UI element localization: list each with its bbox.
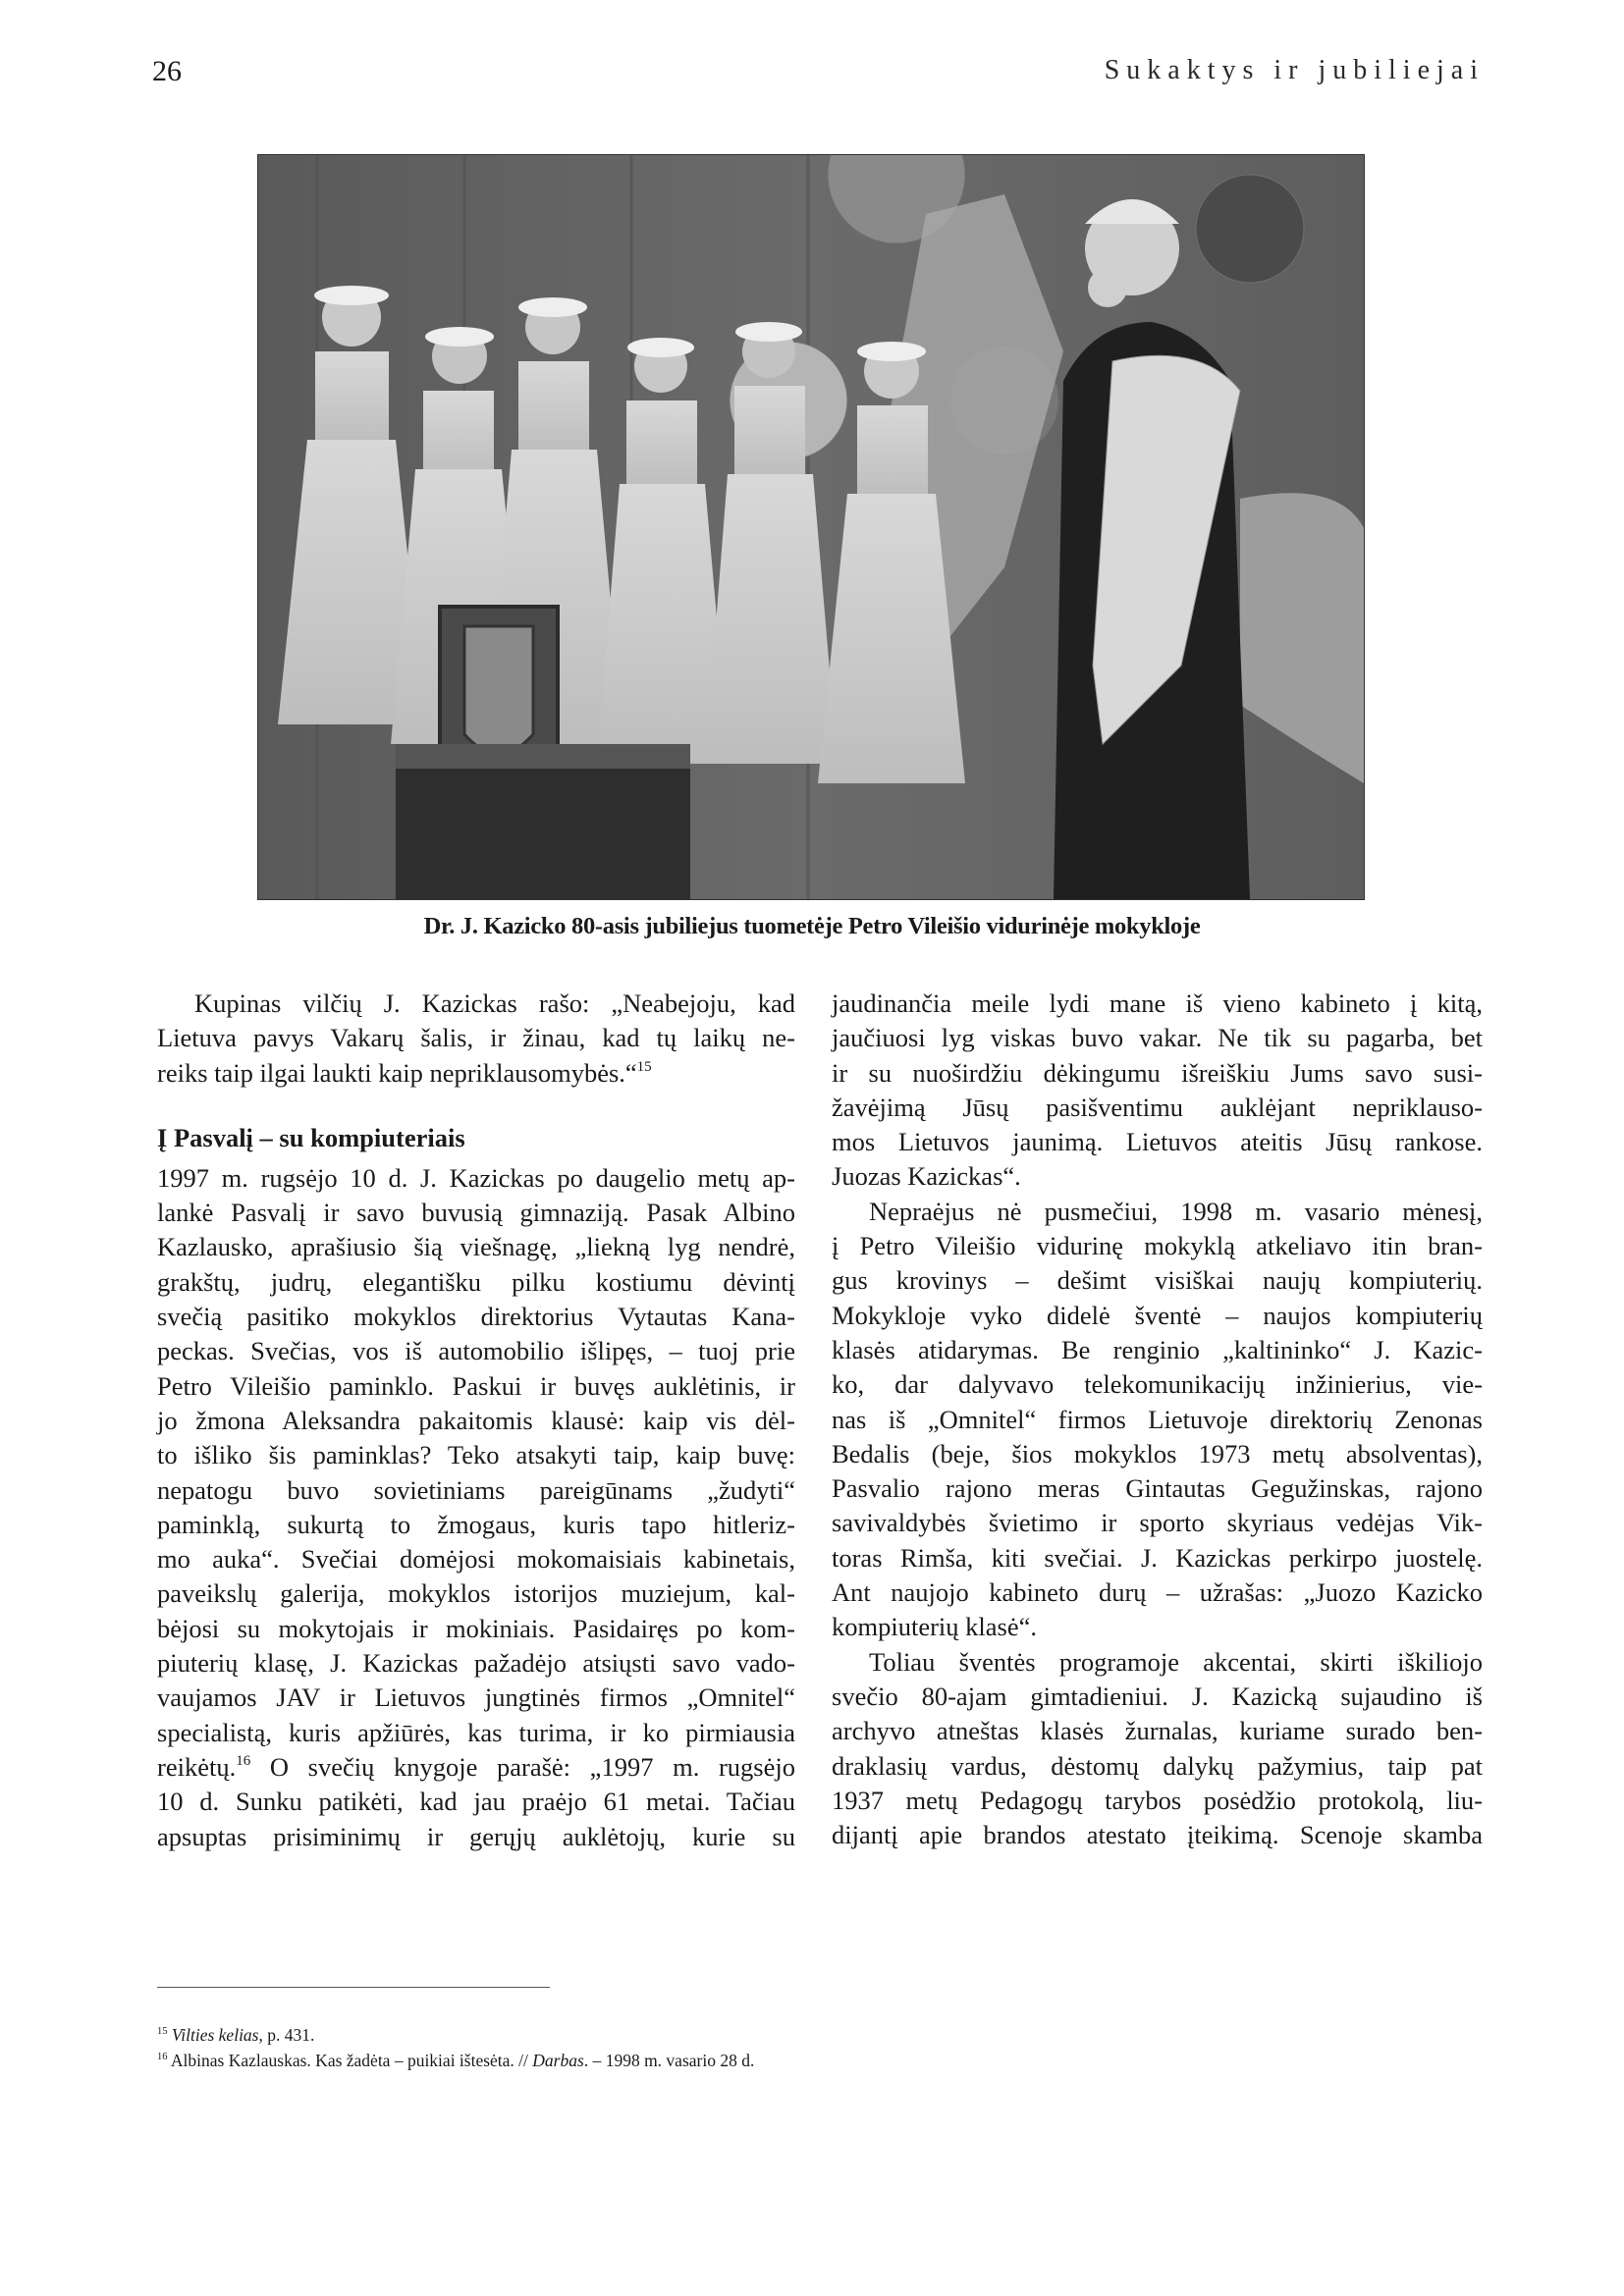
text-line: Pasvalio rajono meras Gintautas Gegužinskas, rajono xyxy=(832,1473,1483,1504)
text-line: piuterių klasę, J. Kazickas pažadėjo atsiųsti savo vado- xyxy=(157,1648,795,1679)
text-line xyxy=(157,1750,795,1785)
text-line: toras Rimša, kiti svečiai. J. Kazickas perkirpo juostelę. xyxy=(832,1542,1483,1573)
text-line: Mokykloje vyko didelė šventė – naujos kompiuterių xyxy=(832,1300,1483,1330)
text-line: bėjosi su mokytojais ir mokiniais. Pasidairęs po kom- xyxy=(157,1613,795,1643)
page-number: 26 xyxy=(152,55,182,87)
text-line: jo žmona Aleksandra pakaitomis klausė: kaip vis dėl- xyxy=(157,1405,795,1435)
text-line: specialistą, kuris apžiūrės, kas turima, ir ko pirmiausia xyxy=(157,1717,795,1747)
text-fragment: reiks taip ilgai laukti kaip nepriklausomybės.“ xyxy=(157,1057,637,1088)
footnote-divider xyxy=(157,1987,550,1988)
text-fragment: O svečių knygoje parašė: „1997 m. rugsėjo xyxy=(250,1751,795,1782)
footnote-source-title: Darbas xyxy=(532,2051,584,2070)
text-line: lankė Pasvalį ir savo buvusią gimnaziją. Pasak Albino xyxy=(157,1198,795,1228)
text-line: ir su nuoširdžiu dėkingumu išreiškiu Jums savo susi- xyxy=(832,1057,1483,1088)
text-line: mo auka“. Svečiai domėjosi mokomaisiais kabinetais, xyxy=(157,1544,795,1575)
text-line: Ant naujojo kabineto durų – užrašas: „Juozo Kazicko xyxy=(832,1577,1483,1608)
footnote-ref-16[interactable]: 16 xyxy=(236,1752,251,1769)
section-heading: Į Pasvalį – su kompiuteriais xyxy=(157,1122,465,1152)
text-line: draklasių vardus, dėstomų dalykų pažymius, taip pat xyxy=(832,1750,1483,1781)
figure-photo xyxy=(257,154,1365,900)
text-line: Juozas Kazickas“. xyxy=(832,1161,1021,1192)
footnote-text: , p. 431. xyxy=(258,2025,315,2045)
text-line: žavėjimą Jūsų pasišventimu auklėjant nepriklauso- xyxy=(832,1092,1483,1122)
text-line: Kupinas vilčių J. Kazickas rašo: „Neabejoju, kad xyxy=(194,988,795,1018)
running-title: Sukaktys ir jubiliejai xyxy=(1104,55,1485,85)
figure-caption: Dr. J. Kazicko 80-asis jubiliejus tuometėje Petro Vileišio vidurinėje mokykloje xyxy=(423,913,1201,939)
text-fragment: reikėtų. xyxy=(157,1751,237,1782)
footnote-source-title: Vilties kelias xyxy=(171,2025,259,2045)
text-line: paminklą, sukurtą to žmogaus, kuris tapo hitleriz- xyxy=(157,1509,795,1539)
text-line: Kazlausko, aprašiusio šią viešnagę, „liekną lyg nendrė, xyxy=(157,1232,795,1262)
text-line: savivaldybės švietimo ir sporto skyriaus vedėjas Vik- xyxy=(832,1508,1483,1538)
text-line: nepatogu buvo sovietiniams pareigūnams „žudyti“ xyxy=(157,1474,795,1505)
footnote-text: . – 1998 m. vasario 28 d. xyxy=(583,2051,755,2070)
photo-illustration xyxy=(258,155,1364,899)
footnote-number: 15 xyxy=(157,2026,168,2037)
text-line: vaujamos JAV ir Lietuvos jungtinės firmos „Omnitel“ xyxy=(157,1682,795,1713)
text-line: nas iš „Omnitel“ firmos Lietuvoje direktorių Zenonas xyxy=(832,1404,1483,1434)
text-line: jaučiuosi lyg viskas buvo vakar. Ne tik su pagarba, bet xyxy=(832,1023,1483,1053)
text-line: 1997 m. rugsėjo 10 d. J. Kazickas po daugelio metų ap- xyxy=(157,1162,795,1193)
left-column xyxy=(157,987,795,1854)
text-line: kompiuterių klasė“. xyxy=(832,1612,1037,1642)
text-line: Toliau šventės programoje akcentai, skirti iškiliojo xyxy=(869,1646,1483,1677)
text-line: Lietuva pavys Vakarų šalis, ir žinau, kad tų laikų ne- xyxy=(157,1023,795,1053)
text-line: klasės atidarymas. Be renginio „kaltininko“ J. Kazic- xyxy=(832,1334,1483,1364)
text-line: paveikslų galerija, mokyklos istorijos muziejum, kal- xyxy=(157,1578,795,1609)
text-line: Nepraėjus nė pusmečiui, 1998 m. vasario mėnesį, xyxy=(869,1196,1483,1226)
text-line: ko, dar dalyvavo telekomunikacijų inžinierius, vie- xyxy=(832,1369,1483,1400)
text-line: Petro Vileišio paminklo. Paskui ir buvęs auklėtinis, ir xyxy=(157,1370,795,1401)
footnote-number: 16 xyxy=(157,2052,168,2062)
text-line: grakštų, judrų, elegantišku pilku kostiumu dėvintį xyxy=(157,1266,795,1297)
footnotes xyxy=(157,2022,754,2073)
text-line: archyvo atneštas klasės žurnalas, kuriame surado ben- xyxy=(832,1716,1483,1746)
text-line: to išliko šis paminklas? Teko atsakyti taip, kaip buvę: xyxy=(157,1440,795,1470)
text-line: apsuptas prisiminimų ir gerųjų auklėtojų, kurie su xyxy=(157,1821,795,1851)
text-line: į Petro Vileišio vidurinę mokyklą atkeliavo itin bran- xyxy=(832,1231,1483,1261)
footnote-16 xyxy=(157,2048,754,2073)
text-line: jaudinančia meile lydi mane iš vieno kabineto į kitą, xyxy=(832,988,1483,1018)
text-line: dijantį apie brandos atestato įteikimą. Scenoje skamba xyxy=(832,1820,1483,1850)
text-line: svečio 80-ajam gimtadieniui. J. Kazicką sujaudino iš xyxy=(832,1681,1483,1711)
text-line xyxy=(157,1056,795,1091)
footnote-ref-15[interactable]: 15 xyxy=(636,1058,652,1075)
text-line: 10 d. Sunku patikėti, kad jau praėjo 61 metai. Tačiau xyxy=(157,1787,795,1817)
text-line: mos Lietuvos jaunimą. Lietuvos ateitis Jūsų rankose. xyxy=(832,1127,1483,1157)
right-column xyxy=(832,987,1483,1852)
text-line: peckas. Svečias, vos iš automobilio išlipęs, – tuoj prie xyxy=(157,1336,795,1366)
footnote-text: Albinas Kazlauskas. Kas žadėta – puikiai ištesėta. // xyxy=(170,2051,533,2070)
text-line: svečią pasitiko mokyklos direktorius Vytautas Kana- xyxy=(157,1302,795,1332)
text-line: 1937 metų Pedagogų tarybos posėdžio protokolą, liu- xyxy=(832,1785,1483,1815)
text-line: gus krovinys – dešimt visiškai naujų kompiuterių. xyxy=(832,1265,1483,1296)
footnote-15 xyxy=(157,2022,754,2048)
text-line: Bedalis (beje, šios mokyklos 1973 metų absolventas), xyxy=(832,1438,1483,1468)
